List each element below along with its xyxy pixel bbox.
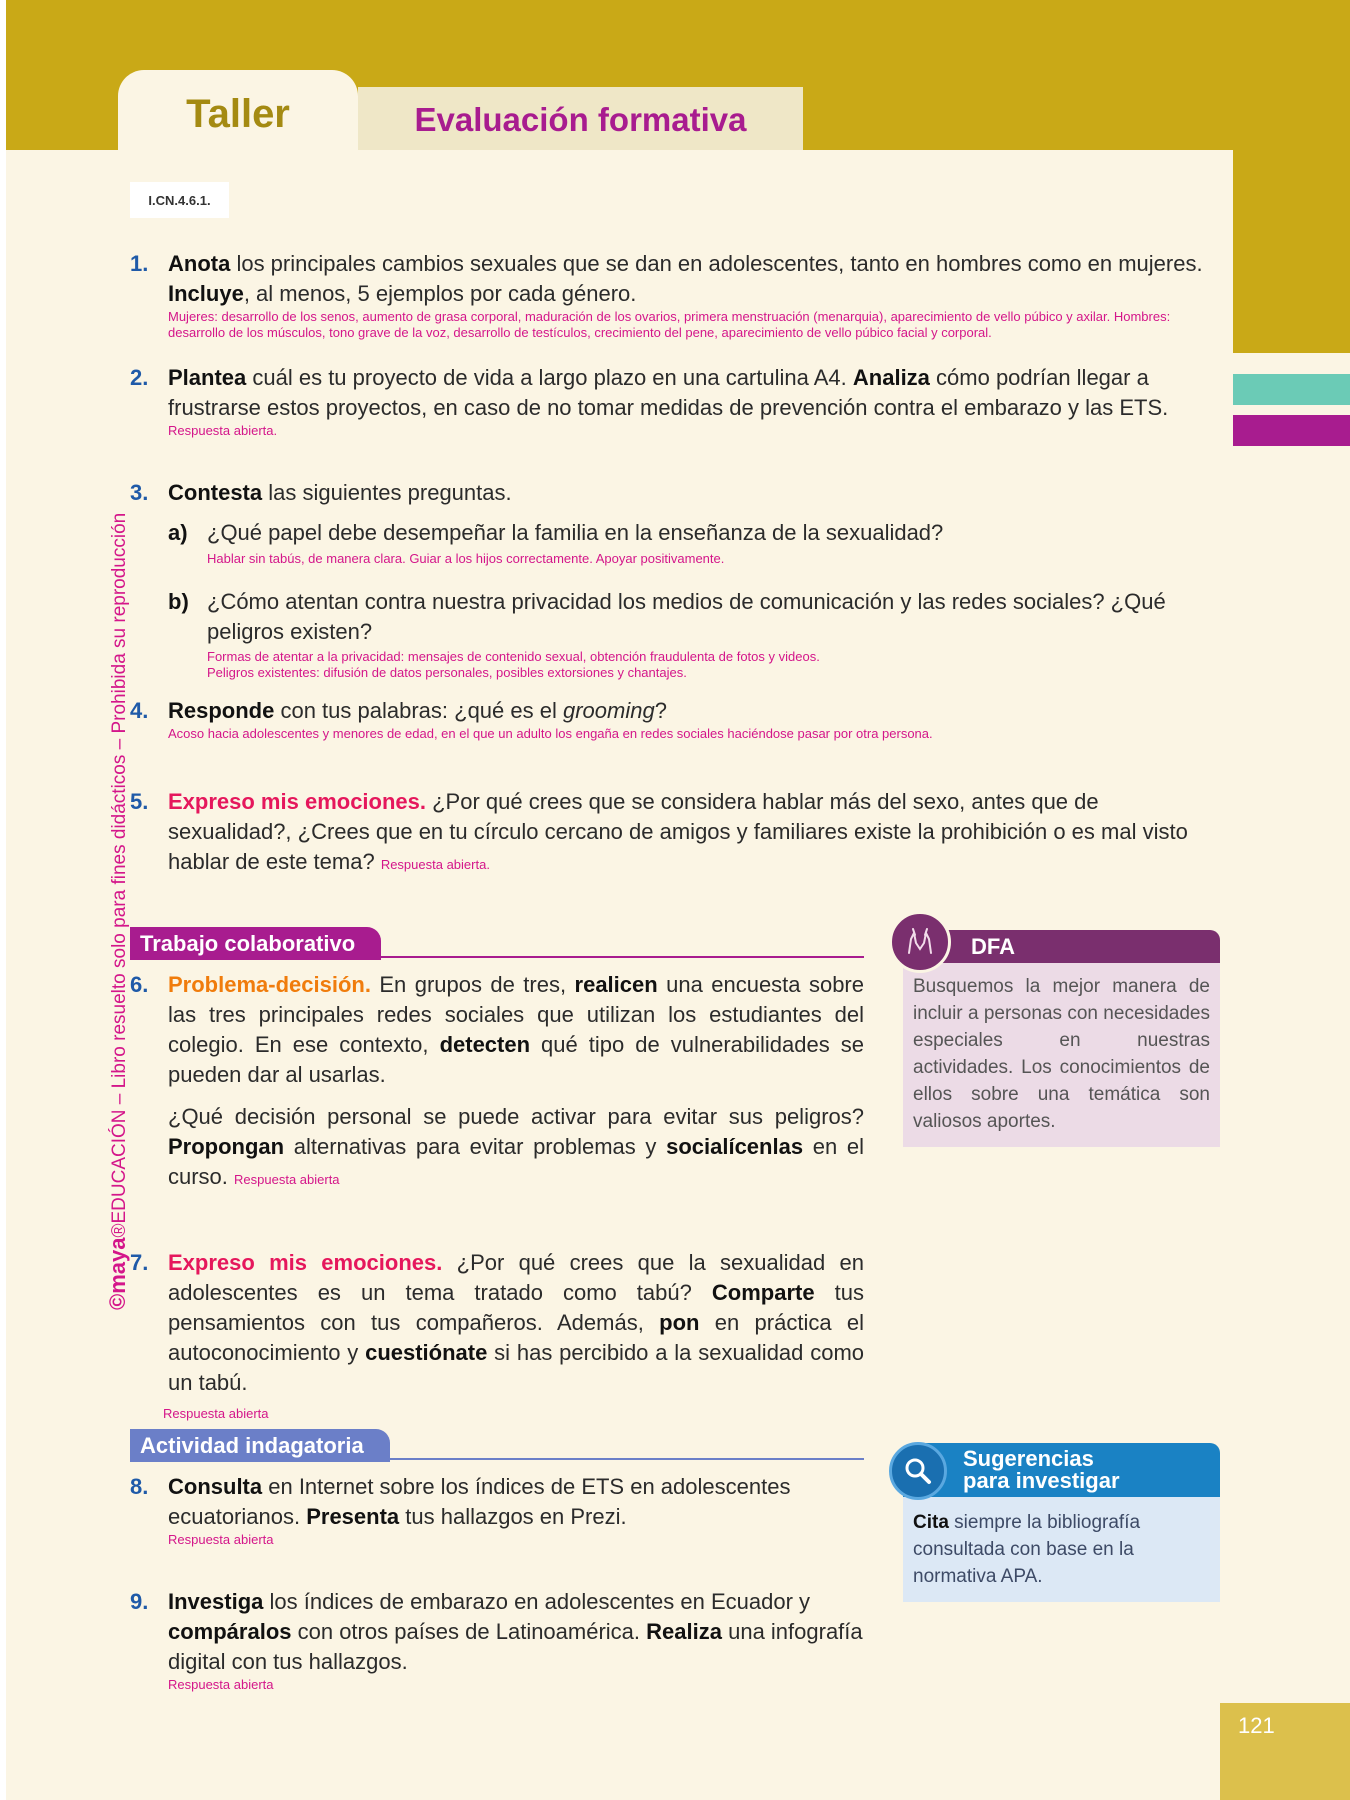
question-text: Contesta las siguientes preguntas. xyxy=(168,480,512,505)
question-text-2: ¿Qué decisión personal se puede activar para evitar sus peligros? Propongan alternativas para evitar problemas y socialícenlas en el curso. Respuesta abierta xyxy=(168,1104,864,1189)
question-text: Problema-decisión. En grupos de tres, realicen una encuesta sobre las tres principales redes sociales que utilizan los estudiantes del colegio. En ese contexto, detecten qué tipo de vulnerabilidades se pueden dar al usarlas. xyxy=(168,972,865,1087)
question-number: 7. xyxy=(130,1250,149,1275)
question-number: 3. xyxy=(130,480,149,505)
magnifier-icon xyxy=(889,1442,947,1500)
subquestion-b xyxy=(168,587,1225,681)
section-divider xyxy=(130,956,864,958)
answer-text: Respuesta abierta xyxy=(168,1532,274,1547)
answer-text: Respuesta abierta xyxy=(163,1406,269,1421)
question-text: Expreso mis emociones. ¿Por qué crees que la sexualidad en adolescentes es un tema tratado como tabú? Comparte tus pensamientos con tus compañeros. Además, pon en práctica el autoconocimiento y cuestiónate si has percibido a la sexualidad como un tabú. xyxy=(168,1250,865,1395)
question-text: Anota los principales cambios sexuales que se dan en adolescentes, tanto en hombres como en mujeres. Incluye, al menos, 5 ejemplos por cada género. xyxy=(168,251,1203,306)
question-6 xyxy=(130,970,864,1195)
hands-icon xyxy=(889,911,951,973)
subquestion-text: ¿Cómo atentan contra nuestra privacidad los medios de comunicación y las redes sociales? ¿Qué peligros existen? xyxy=(207,589,1166,644)
answer-text: Hablar sin tabús, de manera clara. Guiar a los hijos correctamente. Apoyar positivamente. xyxy=(207,551,725,566)
page-left-edge xyxy=(0,0,6,1800)
question-7 xyxy=(130,1248,864,1422)
page-number: 121 xyxy=(1220,1703,1350,1800)
sugerencias-body: Cita siempre la bibliografía consultada con base en la normativa APA. xyxy=(903,1497,1220,1602)
question-text: Responde con tus palabras: ¿qué es el grooming? xyxy=(168,698,667,723)
accent-bar-teal xyxy=(1233,374,1350,405)
question-1 xyxy=(130,249,1225,341)
section-trabajo-colaborativo: Trabajo colaborativo xyxy=(130,927,381,960)
question-text: Consulta en Internet sobre los índices de ETS en adolescentes ecuatorianos. Presenta tus hallazgos en Prezi. xyxy=(168,1474,791,1529)
question-9 xyxy=(130,1587,864,1693)
answer-text-2: Peligros existentes: difusión de datos personales, posibles extorsiones y chantajes. xyxy=(207,665,687,680)
accent-bar-magenta xyxy=(1233,415,1350,446)
answer-text: Respuesta abierta. xyxy=(380,857,490,872)
question-2 xyxy=(130,363,1225,439)
subquestion-a xyxy=(168,518,1225,567)
indicator-code: I.CN.4.6.1. xyxy=(130,182,229,218)
subquestion-letter: a) xyxy=(168,520,188,545)
answer-text: Acoso hacia adolescentes y menores de edad, en el que un adulto los engaña en redes sociales haciéndose pasar por otra persona. xyxy=(168,726,933,741)
tab-taller: Taller xyxy=(118,70,358,154)
dfa-body: Busquemos la mejor manera de incluir a personas con necesidades especiales en nuestras actividades. Los conocimientos de ellos sobre una temática son valiosos aportes. xyxy=(903,963,1220,1147)
dfa-box xyxy=(903,930,1220,1147)
tab-evaluacion-formativa: Evaluación formativa xyxy=(358,87,803,150)
subquestion-letter: b) xyxy=(168,589,189,614)
sidebar-brand: ©maya xyxy=(105,1237,130,1310)
sidebar-text: ®EDUCACIÓN – Libro resuelto solo para fines didácticos – Prohibida su reproducción xyxy=(109,512,130,1238)
question-number: 1. xyxy=(130,251,149,276)
question-4 xyxy=(130,696,1225,742)
answer-text: Mujeres: desarrollo de los senos, aumento de grasa corporal, maduración de los ovarios, primera menstruación (menarquia), aparecimiento de vello púbico y axilar. Hombres: desarrollo de los músculos, tono grave de la voz, desarrollo de testículos, crecimiento del pene, aparecimiento de vello púbico facial y corporal. xyxy=(168,309,1171,340)
question-number: 6. xyxy=(130,972,149,997)
dfa-title: DFA xyxy=(903,930,1220,963)
question-text: Plantea cuál es tu proyecto de vida a largo plazo en una cartulina A4. Analiza cómo podrían llegar a frustrarse estos proyectos, en caso de no tomar medidas de prevención contra el embarazo y las ETS. xyxy=(168,365,1169,420)
answer-text: Respuesta abierta. xyxy=(168,423,278,438)
section-actividad-indagatoria: Actividad indagatoria xyxy=(130,1429,390,1462)
sugerencias-title: Sugerencias para investigar xyxy=(903,1443,1220,1497)
header-right-strip xyxy=(1233,150,1350,353)
question-number: 4. xyxy=(130,698,149,723)
question-number: 5. xyxy=(130,789,149,814)
question-8 xyxy=(130,1472,864,1548)
answer-text: Respuesta abierta xyxy=(168,1677,274,1692)
question-number: 2. xyxy=(130,365,149,390)
question-text: Investiga los índices de embarazo en adolescentes en Ecuador y compáralos con otros países de Latinoamérica. Realiza una infografía digital con tus hallazgos. xyxy=(168,1589,863,1674)
question-text: Expreso mis emociones. ¿Por qué crees que se considera hablar más del sexo, antes que de sexualidad?, ¿Crees que en tu círculo cercano de amigos y familiares existe la prohibición o es mal visto hablar de este tema? Respuesta abierta. xyxy=(168,789,1188,874)
sugerencias-box xyxy=(903,1443,1220,1602)
copyright-sidebar xyxy=(105,480,131,1310)
question-5 xyxy=(130,787,1225,880)
question-3 xyxy=(130,478,1225,681)
answer-text-1: Formas de atentar a la privacidad: mensajes de contenido sexual, obtención fraudulenta de fotos y videos. xyxy=(207,649,820,664)
subquestion-text: ¿Qué papel debe desempeñar la familia en la enseñanza de la sexualidad? xyxy=(207,520,944,545)
question-number: 9. xyxy=(130,1589,149,1614)
section-divider xyxy=(130,1458,864,1460)
answer-text: Respuesta abierta xyxy=(234,1172,340,1187)
question-number: 8. xyxy=(130,1474,149,1499)
